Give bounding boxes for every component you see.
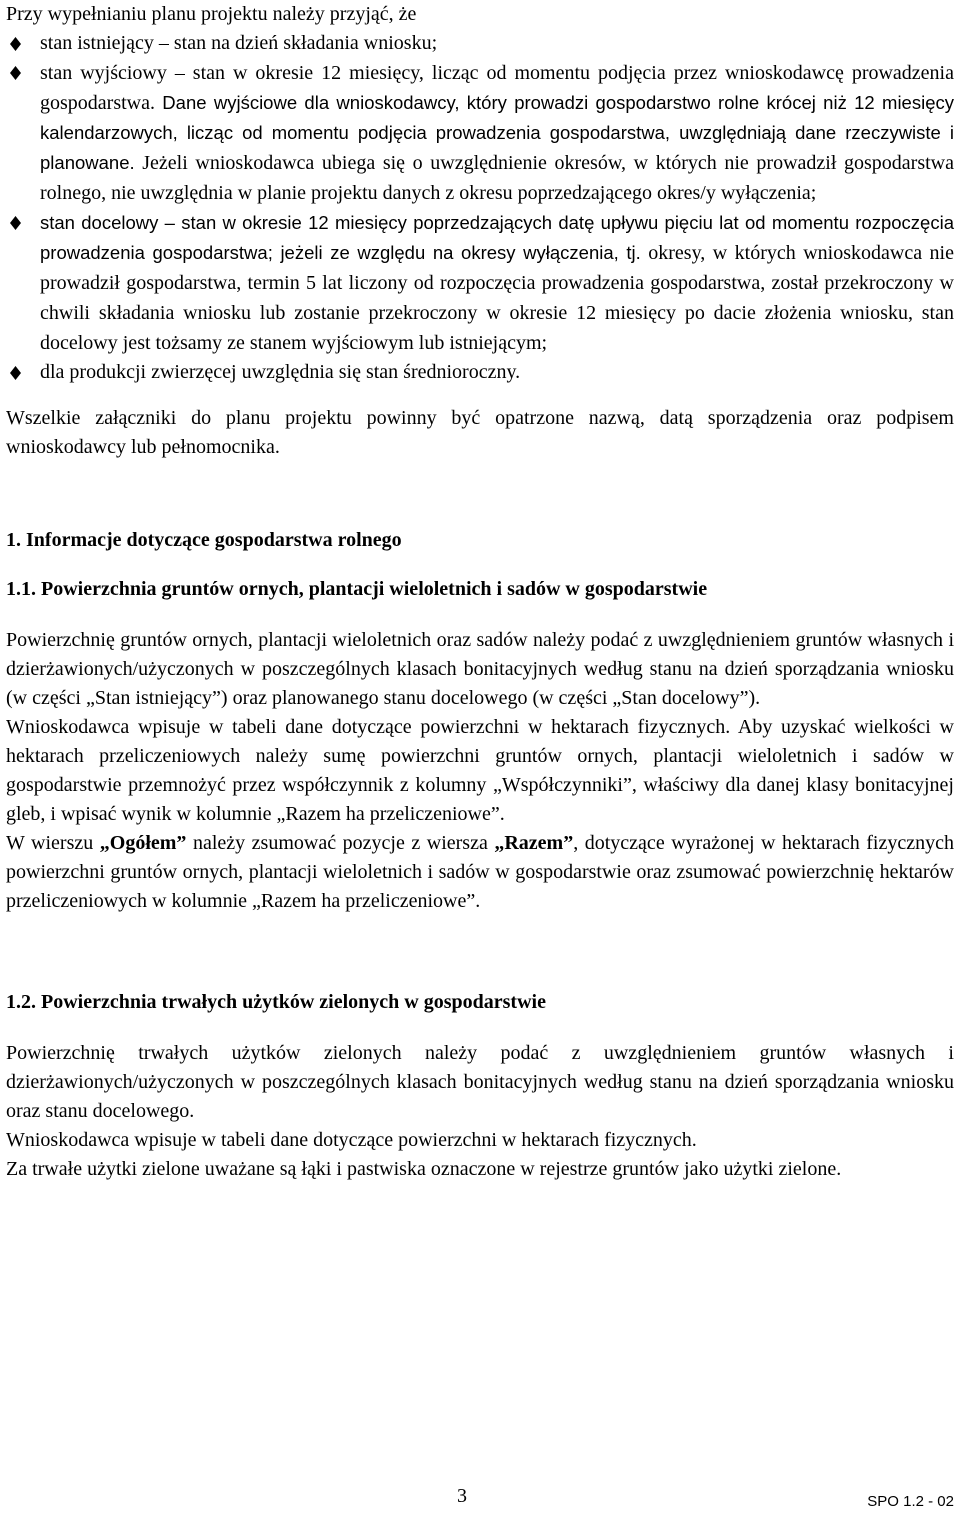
list-item-text: stan istniejący – stan na dzień składania wniosku; bbox=[40, 32, 438, 54]
intro-text: Przy wypełnianiu planu projektu należy przyjąć, że bbox=[6, 3, 417, 25]
list-item-stan-docelowy bbox=[6, 208, 954, 358]
diamond-bullet-icon bbox=[10, 37, 21, 51]
section-title: Powierzchnia gruntów ornych, plantacji wieloletnich i sadów w gospodarstwie bbox=[36, 578, 708, 600]
section-number: 1.2. bbox=[6, 991, 36, 1013]
section-title: Powierzchnia trwałych użytków zielonych w gospodarstwie bbox=[36, 991, 546, 1013]
list-item-produkcja-zwierzeca bbox=[6, 358, 954, 387]
diamond-bullet-icon bbox=[10, 216, 21, 230]
section-1-1-heading bbox=[6, 575, 954, 604]
list-item-text: okresy, w których wnioskodawca nie prowadził gospodarstwa, termin 5 lat liczony od rozpoczęcia prowadzenia gospodarstwa, został przekroczony w chwili składania wniosku lub zostanie przekroczony w okresie 12 miesięcy po dacie złożenia wniosku, stan docelowy jest tożsamy ze stanem wyjściowym lub istniejącym; bbox=[40, 242, 954, 354]
section-1-2-heading bbox=[6, 988, 954, 1017]
list-item-text: dla produkcji zwierzęcej uwzględnia się stan średnioroczny. bbox=[40, 361, 521, 383]
section-1-heading: 1. Informacje dotyczące gospodarstwa rolnego bbox=[6, 529, 402, 551]
list-item-text: Jeżeli wnioskodawca ubiega się o uwzględnienie okresów, w których nie prowadził gospodarstwa rolnego, nie uwzględnia w planie projektu danych z okresu poprzedzającego okres/y wyłączenia; bbox=[40, 152, 954, 204]
definitions-list bbox=[6, 29, 954, 387]
section-1-2-paragraph: Wnioskodawca wpisuje w tabeli dane dotyczące powierzchni w hektarach fizycznych. bbox=[6, 1129, 697, 1151]
diamond-bullet-icon bbox=[10, 366, 21, 380]
bold-term: „Ogółem” bbox=[99, 832, 187, 854]
bold-term: „Razem” bbox=[494, 832, 574, 854]
list-item-text: stan wyjściowy – stan w okresie 12 miesięcy, licząc od momentu podjęcia przez wnioskodawcę prowadzenia gospodarstwa. bbox=[40, 62, 954, 114]
section-1-1-paragraph: Wnioskodawca wpisuje w tabeli dane dotyczące powierzchni w hektarach fizycznych. Aby uzyskać wielkości w hektarach przeliczeniowych należy sumę powierzchni gruntów ornych, plantacji wieloletnich i sadów w gospodarstwie przemnożyć przez współczynnik z kolumny „Współczynniki”, właściwy dla danej klasy bonitacyjnej gleb, i wpisać wynik w kolumnie „Razem ha przeliczeniowe”. bbox=[6, 716, 954, 825]
list-item-stan-wyjsciowy bbox=[6, 58, 954, 208]
diamond-bullet-icon bbox=[10, 66, 21, 80]
attachments-note: Wszelkie załączniki do planu projektu powinny być opatrzone nazwą, datą sporządzenia oraz podpisem wnioskodawcy lub pełnomocnika. bbox=[6, 407, 954, 458]
section-1-1-paragraph: W wierszu „Ogółem” należy zsumować pozycje z wiersza „Razem”, dotyczące wyrażonej w hektarach fizycznych powierzchni gruntów ornych, plantacji wieloletnich i sadów w gospodarstwie oraz zsumować powierzchnię hektarów przeliczeniowych w kolumnie „Razem ha przeliczeniowe”. bbox=[6, 832, 954, 912]
section-1-1-paragraph: Powierzchnię gruntów ornych, plantacji wieloletnich oraz sadów należy podać z uwzględnieniem gruntów własnych i dzierżawionych/użyczonych w poszczególnych klasach bonitacyjnych według stanu na dzień sporządzania wniosku (w części „Stan istniejący”) oraz planowanego stanu docelowego (w części „Stan docelowy”). bbox=[6, 629, 954, 709]
list-item-text: Dane wyjściowe dla wnioskodawcy, który prowadzi gospodarstwo rolne krócej niż 12 miesięcy kalendarzowych, licząc od momentu podjęcia prowadzenia gospodarstwa, uwzględniają dane rzeczywiste i planowane. bbox=[40, 92, 954, 173]
section-number: 1.1. bbox=[6, 578, 36, 600]
document-code: SPO 1.2 - 02 bbox=[867, 1493, 954, 1510]
list-item-stan-istniejacy bbox=[6, 29, 954, 58]
document-page bbox=[6, 0, 954, 1184]
section-1-2-paragraph: Powierzchnię trwałych użytków zielonych należy podać z uwzględnieniem gruntów własnych i dzierżawionych/użyczonych w poszczególnych klasach bonitacyjnych według stanu na dzień sporządzania wniosku oraz stanu docelowego. bbox=[6, 1042, 954, 1122]
section-1-2-paragraph: Za trwałe użytki zielone uważane są łąki i pastwiska oznaczone w rejestrze gruntów jako użytki zielone. bbox=[6, 1158, 842, 1180]
page-number: 3 bbox=[457, 1485, 467, 1507]
list-item-text: stan docelowy – stan w okresie 12 miesięcy poprzedzających datę upływu pięciu lat od momentu rozpoczęcia prowadzenia gospodarstwa; jeżeli ze względu na okresy wyłączenia, tj. bbox=[40, 212, 954, 263]
